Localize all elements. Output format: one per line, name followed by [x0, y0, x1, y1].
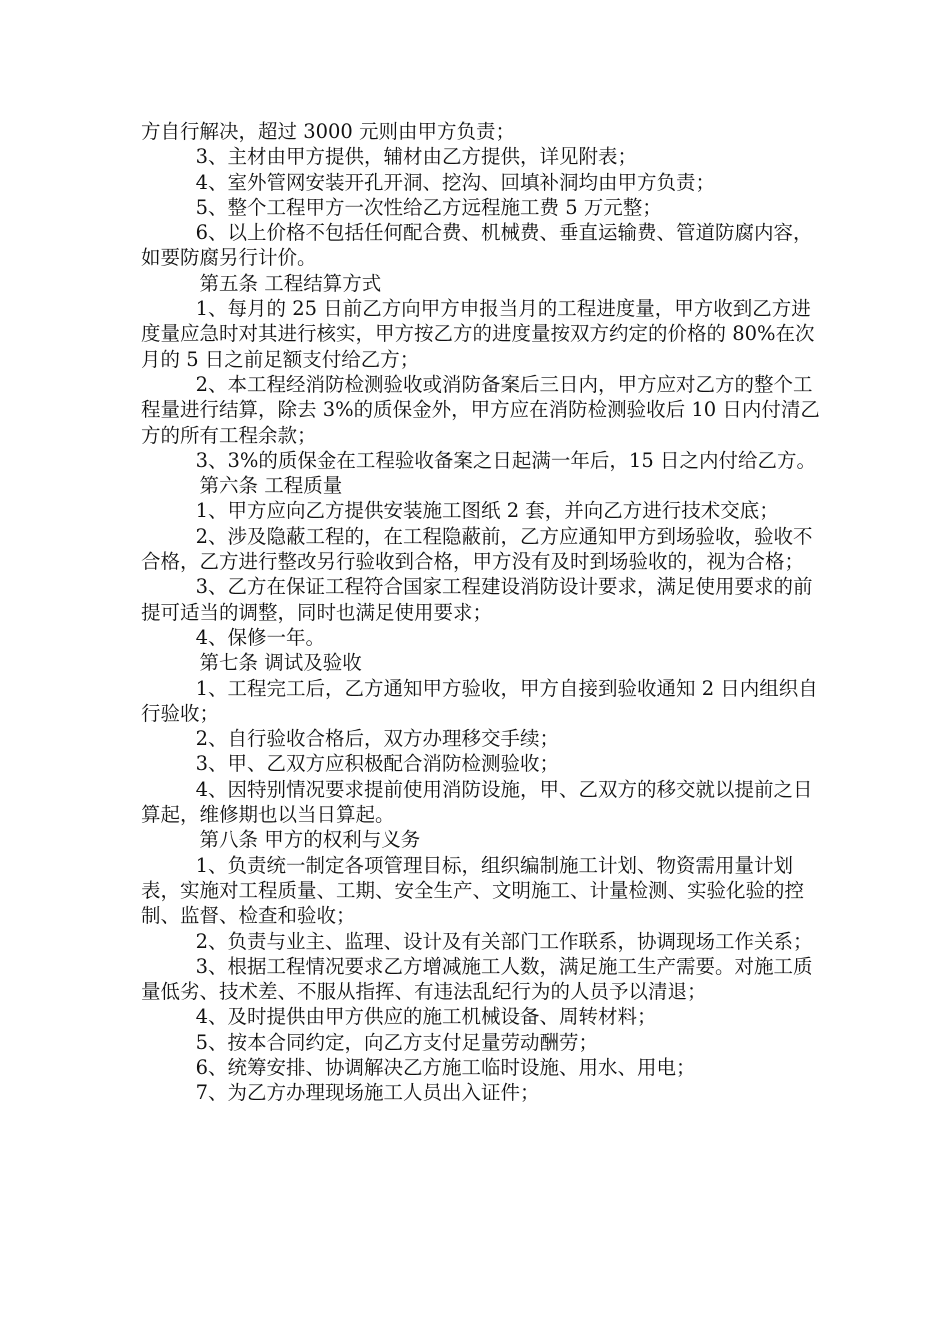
section-heading: 第五条 工程结算方式: [199, 271, 382, 295]
list-item: 4、及时提供由甲方供应的施工机械设备、周转材料；: [195, 1005, 657, 1029]
section-heading: 第七条 调试及验收: [199, 651, 362, 675]
list-item: 2、本工程经消防检测验收或消防备案后三日内，甲方应对乙方的整个工程量进行结算，除去 3%的质保金外，甲方应在消防检测验收后 10 日内付清乙方的所有工程余款；: [141, 372, 820, 447]
list-item: 3、3%的质保金在工程验收备案之日起满一年后，15 日之内付给乙方。: [195, 448, 816, 472]
list-item: 1、甲方应向乙方提供安装施工图纸 2 套，并向乙方进行技术交底；: [195, 499, 779, 523]
section-heading: 第六条 工程质量: [199, 474, 343, 498]
list-item: 2、自行验收合格后，双方办理移交手续；: [195, 727, 560, 751]
list-item: 3、根据工程情况要求乙方增减施工人数，满足施工生产需要。对施工质量低劣、技术差、不服从指挥、有违法乱纪行为的人员予以清退；: [141, 954, 813, 1004]
list-item: 3、主材由甲方提供，辅材由乙方提供，详见附表；: [195, 145, 638, 169]
list-item: 7、为乙方办理现场施工人员出入证件；: [195, 1081, 540, 1105]
list-item: 1、工程完工后，乙方通知甲方验收，甲方自接到验收通知 2 日内组织自行验收；: [141, 676, 818, 725]
section-heading: 第八条 甲方的权利与义务: [199, 828, 421, 852]
list-item: 1、每月的 25 日前乙方向甲方申报当月的工程进度量，甲方收到乙方进度量应急时对其进行核实，甲方按乙方的进度量按双方约定的价格的 80%在次月的 5 日之前足额支付给乙方；: [141, 297, 815, 371]
list-item: 1、负责统一制定各项管理目标，组织编制施工计划、物资需用量计划表，实施对工程质量、工期、安全生产、文明施工、计量检测、实验化验的控制、监督、检查和验收；: [141, 853, 805, 928]
list-item: 5、整个工程甲方一次性给乙方远程施工费 5 万元整；: [195, 195, 662, 219]
list-item: 4、保修一年。: [195, 625, 326, 649]
list-item: 6、以上价格不包括任何配合费、机械费、垂直运输费、管道防腐内容，如要防腐另行计价。: [141, 221, 813, 270]
list-item: 3、乙方在保证工程符合国家工程建设消防设计要求，满足使用要求的前提可适当的调整，同时也满足使用要求；: [141, 575, 813, 624]
list-item: 2、涉及隐蔽工程的，在工程隐蔽前，乙方应通知甲方到场验收，验收不合格，乙方进行整改另行验收到合格，甲方没有及时到场验收的，视为合格；: [141, 524, 813, 574]
paragraph: 方自行解决，超过 3000 元则由甲方负责；: [141, 120, 516, 143]
list-item: 3、甲、乙双方应积极配合消防检测验收；: [195, 752, 560, 776]
list-item: 2、负责与业主、监理、设计及有关部门工作联系，协调现场工作关系；: [195, 929, 813, 953]
list-item: 6、统筹安排、协调解决乙方施工临时设施、用水、用电；: [195, 1055, 696, 1079]
list-item: 4、室外管网安装开孔开洞、挖沟、回填补洞均由甲方负责；: [195, 170, 716, 194]
document-body: [141, 119, 821, 1106]
list-item: 5、按本合同约定，向乙方支付足量劳动酬劳；: [195, 1030, 599, 1054]
list-item: 4、因特别情况要求提前使用消防设施，甲、乙双方的移交就以提前之日算起，维修期也以当日算起。: [141, 777, 813, 827]
